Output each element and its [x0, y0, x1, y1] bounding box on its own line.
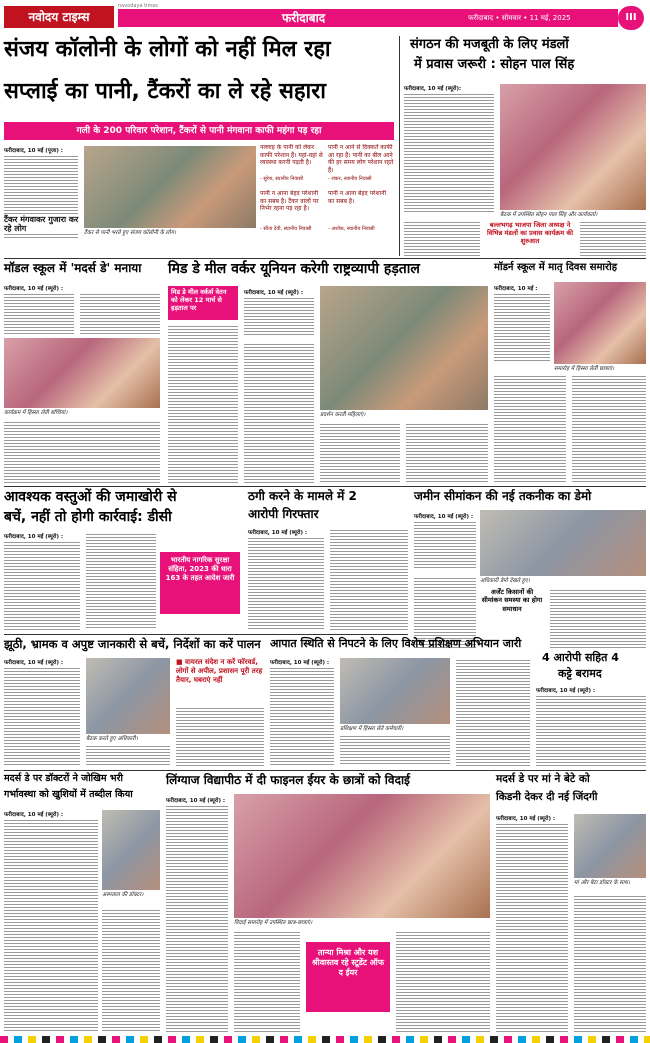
story4-body-col2 [168, 324, 238, 484]
footer-color-bar [0, 1036, 650, 1043]
story2-body-col2 [404, 220, 480, 256]
vertical-divider [399, 36, 400, 256]
story2-photo [500, 84, 646, 210]
story13-body-col2 [234, 930, 300, 1032]
story4-body-col5 [406, 422, 488, 484]
story11-body [536, 694, 646, 766]
story12-headline-line1: मदर्स डे पर डॉक्टरों ने जोखिम भरी [4, 773, 123, 784]
story9-sub-bullet: ■ वायरल संदेश न करें फॉरवर्ड, लोगों से अपील, प्रशासन पूरी तरह तैयार, घबराएं नहीं [176, 658, 263, 684]
story6-headline-line2: बचें, नहीं तो होगी कार्रवाई: डीसी [4, 509, 172, 525]
horizontal-divider-4 [4, 770, 646, 771]
story5-photo [554, 282, 646, 364]
story3-headline: मॉडल स्कूल में 'मदर्स डे' मनाया [4, 261, 142, 275]
horizontal-divider-2 [4, 486, 646, 487]
story2-body-col3 [580, 220, 646, 256]
story10-body-col1 [270, 666, 334, 766]
story-training [270, 638, 530, 766]
section-title: फरीदाबाद [282, 11, 326, 25]
story-lingayas [166, 774, 490, 1032]
story3-photo-caption: कार्यक्रम में हिस्सा लेती बच्चियां। [4, 410, 68, 416]
story12-photo [102, 810, 160, 890]
story11-dateline: फरीदाबाद, 10 मई (ब्यूरो) : [536, 688, 596, 694]
story-modern-school [494, 262, 646, 484]
story5-photo-caption: समारोह में हिस्सा लेती छात्राएं। [554, 366, 615, 372]
story3-body-col3 [4, 420, 160, 484]
story4-body-col4 [320, 422, 400, 484]
story12-dateline: फरीदाबाद, 10 मई (ब्यूरो) : [4, 812, 64, 818]
story10-photo-caption: प्रशिक्षण में हिस्सा लेते कर्मचारी। [340, 726, 404, 732]
quote-1: नल्लाह के पानी को लेकर काफी परेशान हैं। यहां-वहां से व्यवस्था करनी पड़ती है। [260, 144, 323, 166]
story8-headline: जमीन सीमांकन की नई तकनीक का डेमो [414, 489, 592, 503]
date-line: फरीदाबाद • सोमवार • 11 मई, 2025 [468, 14, 571, 22]
story-kidney [496, 774, 646, 1032]
story9-body-col3 [176, 706, 264, 766]
story2-photo-caption: बैठक में उपस्थित सोहन पाल सिंह और कार्यकर्ता। [500, 212, 598, 218]
story-hoarding [4, 490, 240, 630]
story12-body-col1 [4, 818, 98, 1032]
horizontal-divider-3 [4, 634, 408, 635]
story9-headline: झूठी, भ्रामक व अपुष्ट जानकारी से बचें, निर्देशों का करें पालन [4, 637, 261, 651]
story14-photo-caption: मां और बेटा डॉक्टर के साथ। [574, 880, 631, 886]
story6-callout: भारतीय नागरिक सुरक्षा संहिता, 2023 की धारा 163 के तहत आदेश जारी [160, 552, 240, 614]
story-model-school [4, 262, 160, 484]
story5-body-col1 [494, 292, 550, 362]
story6-body-col1 [4, 540, 80, 630]
story4-dateline: फरीदाबाद, 10 मई (ब्यूरो) : [244, 290, 304, 296]
story-doctors [4, 774, 160, 1032]
story10-dateline: फरीदाबाद, 10 मई (ब्यूरो) : [270, 660, 330, 666]
story4-callout: मिड डे मील वर्कर्स वेतन को लेकर 12 मार्च से हड़ताल पर [168, 286, 238, 320]
story7-headline-line2: आरोपी गिरफ्तार [248, 507, 319, 521]
story4-body-col1 [244, 296, 314, 336]
story6-body-col2 [86, 532, 156, 630]
story-sangathan [404, 36, 646, 256]
story11-headline-line2: कट्टे बरामद [558, 667, 602, 680]
story1-photo [84, 146, 256, 228]
story12-headline-line2: गर्भावस्था को खुशियों में तब्दील किया [4, 789, 133, 800]
story4-headline: मिड डे मील वर्कर यूनियन करेगी राष्ट्रव्यापी हड़ताल [168, 261, 420, 277]
story8-photo-caption: अधिकारी डेमो देखते हुए। [480, 578, 530, 584]
quote-4: पानी न आना बेहद परेशानी का सबब है। [328, 190, 386, 205]
story-false-info [4, 638, 264, 766]
page-number-badge: III [618, 6, 644, 30]
story8-body-col3 [550, 588, 646, 648]
story14-headline-line2: किडनी देकर दी नई जिंदगी [496, 791, 598, 803]
story14-photo [574, 814, 646, 878]
story10-photo [340, 658, 450, 724]
story9-photo-caption: बैठक करते हुए अधिकारी। [86, 736, 138, 742]
quote-4-name: - अशोक, स्थानीय निवासी [328, 226, 375, 232]
story4-body-col3 [244, 342, 314, 484]
story9-body-col1 [4, 666, 80, 766]
story9-photo [86, 658, 170, 734]
story1-dateline: फरीदाबाद, 10 मई (पूजा) : [4, 148, 63, 154]
story13-headline: लिंग्याज विद्यापीठ में दी फाइनल ईयर के छात्रों को विदाई [166, 773, 410, 787]
story1-headline-line2: सप्लाई का पानी, टैंकरों का ले रहे सहारा [4, 79, 326, 104]
story1-quotes [260, 144, 394, 240]
story2-quote-box: बल्लभगढ़ भाजपा जिला अध्यक्ष ने विभिन्न मंडलों का प्रवास कार्यक्रम की शुरुआत [486, 221, 574, 245]
story13-body-col1 [166, 804, 228, 1032]
story1-subhead: गली के 200 परिवार परेशान, टैंकरों से पानी मंगवाना काफी महंगा पड़ रहा [4, 122, 394, 140]
story8-photo [480, 510, 646, 576]
story3-body-col1 [4, 292, 74, 334]
quote-3: पानी न आना बेहद परेशानी का सबब है। टैंकर वालों पर निर्भर रहना पड़ रहा है। [260, 190, 319, 212]
story5-dateline: फरीदाबाद, 10 मई : [494, 286, 538, 292]
story14-body-col2 [574, 894, 646, 1032]
story9-body-col2 [86, 744, 170, 766]
story1-sidehead: टैंकर मंगवाकर गुजारा कर रहे लोग [4, 215, 79, 233]
masthead [0, 0, 650, 32]
paper-logo[interactable]: नवोदय टाइम्स [4, 6, 114, 28]
story13-photo [234, 794, 490, 918]
story2-dateline: फरीदाबाद, 10 मई (ब्यूरो): [404, 86, 462, 92]
story-sanjay-colony [4, 36, 394, 240]
story-mid-day-meal [168, 262, 488, 484]
story7-headline-line1: ठगी करने के मामले में 2 [248, 489, 357, 503]
story10-body-col2 [340, 734, 450, 766]
story10-body-col3 [456, 658, 530, 766]
story4-photo [320, 286, 488, 410]
story1-headline-line1: संजय कॉलोनी के लोगों को नहीं मिल रहा [4, 37, 331, 62]
story2-headline-line2: में प्रवास जरूरी : सोहन पाल सिंह [414, 57, 575, 72]
story13-body-col3 [396, 930, 490, 1032]
story13-dateline: फरीदाबाद, 10 मई (ब्यूरो) : [166, 798, 226, 804]
story6-dateline: फरीदाबाद, 10 मई (ब्यूरो) : [4, 534, 64, 540]
quote-2: पानी न आने से दिक्कतें काफी आ रहा है। पानी का बील आने की हर समय लोग परेशान रहते हैं। [328, 144, 394, 174]
story8-callout: अर्जेंट किसानों की सीमांकन समस्या का होगा समाधान [481, 588, 543, 613]
story14-dateline: फरीदाबाद, 10 मई (ब्यूरो) : [496, 816, 556, 822]
horizontal-divider-1 [4, 258, 646, 259]
story7-dateline: फरीदाबाद, 10 मई (ब्यूरो) : [248, 530, 308, 536]
story-accused [536, 652, 646, 766]
quote-1-name: - सुरेश, स्थानीय निवासी [260, 176, 304, 182]
small-logo: navodaya times [118, 3, 159, 9]
story1-photo-caption: टैंकर से पानी भरते हुए संजय कॉलोनी के लोग। [84, 230, 177, 236]
story3-dateline: फरीदाबाद, 10 मई (ब्यूरो) : [4, 286, 64, 292]
story5-body-col3 [572, 374, 646, 484]
story3-photo [4, 338, 160, 408]
story12-body-col2 [102, 908, 160, 1032]
story5-body-col2 [494, 374, 566, 484]
story14-body-col1 [496, 822, 568, 1032]
quote-3-name: - सीता देवी, स्थानीय निवासी [260, 226, 312, 232]
story3-body-col2 [80, 292, 160, 334]
story12-photo-caption: अस्पताल की डॉक्टर। [102, 892, 144, 898]
story10-headline: आपात स्थिति से निपटने के लिए विशेष प्रशिक्षण अभियान जारी [270, 637, 522, 650]
story2-body-col1 [404, 92, 494, 212]
story4-photo-caption: प्रदर्शन करती महिलाएं। [320, 412, 366, 418]
story7-body-col2 [330, 528, 408, 630]
story5-headline: मॉडर्न स्कूल में मातृ दिवस समारोह [494, 262, 618, 273]
story2-headline-line1: संगठन की मजबूती के लिए मंडलों [410, 37, 569, 52]
story-land-demarcation [414, 490, 646, 648]
story9-dateline: फरीदाबाद, 10 मई (ब्यूरो) : [4, 660, 64, 666]
quote-2-name: - शंकर, स्थानीय निवासी [328, 176, 372, 182]
story8-dateline: फरीदाबाद, 10 मई (ब्यूरो) : [414, 514, 474, 520]
story11-headline-line1: 4 आरोपी सहित 4 [542, 651, 619, 664]
story8-body-col1 [414, 520, 476, 570]
story13-callout: तान्या मिश्रा और यश श्रीवास्तव रहे स्टूडेंट ऑफ द ईयर [306, 942, 390, 1012]
story13-photo-caption: विदाई समारोह में उपस्थित छात्र-छात्राएं। [234, 920, 313, 926]
story14-headline-line1: मदर्स डे पर मां ने बेटे को [496, 773, 590, 785]
story6-headline-line1: आवश्यक वस्तुओं की जमाखोरी से [4, 489, 177, 505]
story-thagi [248, 490, 408, 630]
story7-body-col1 [248, 536, 324, 630]
